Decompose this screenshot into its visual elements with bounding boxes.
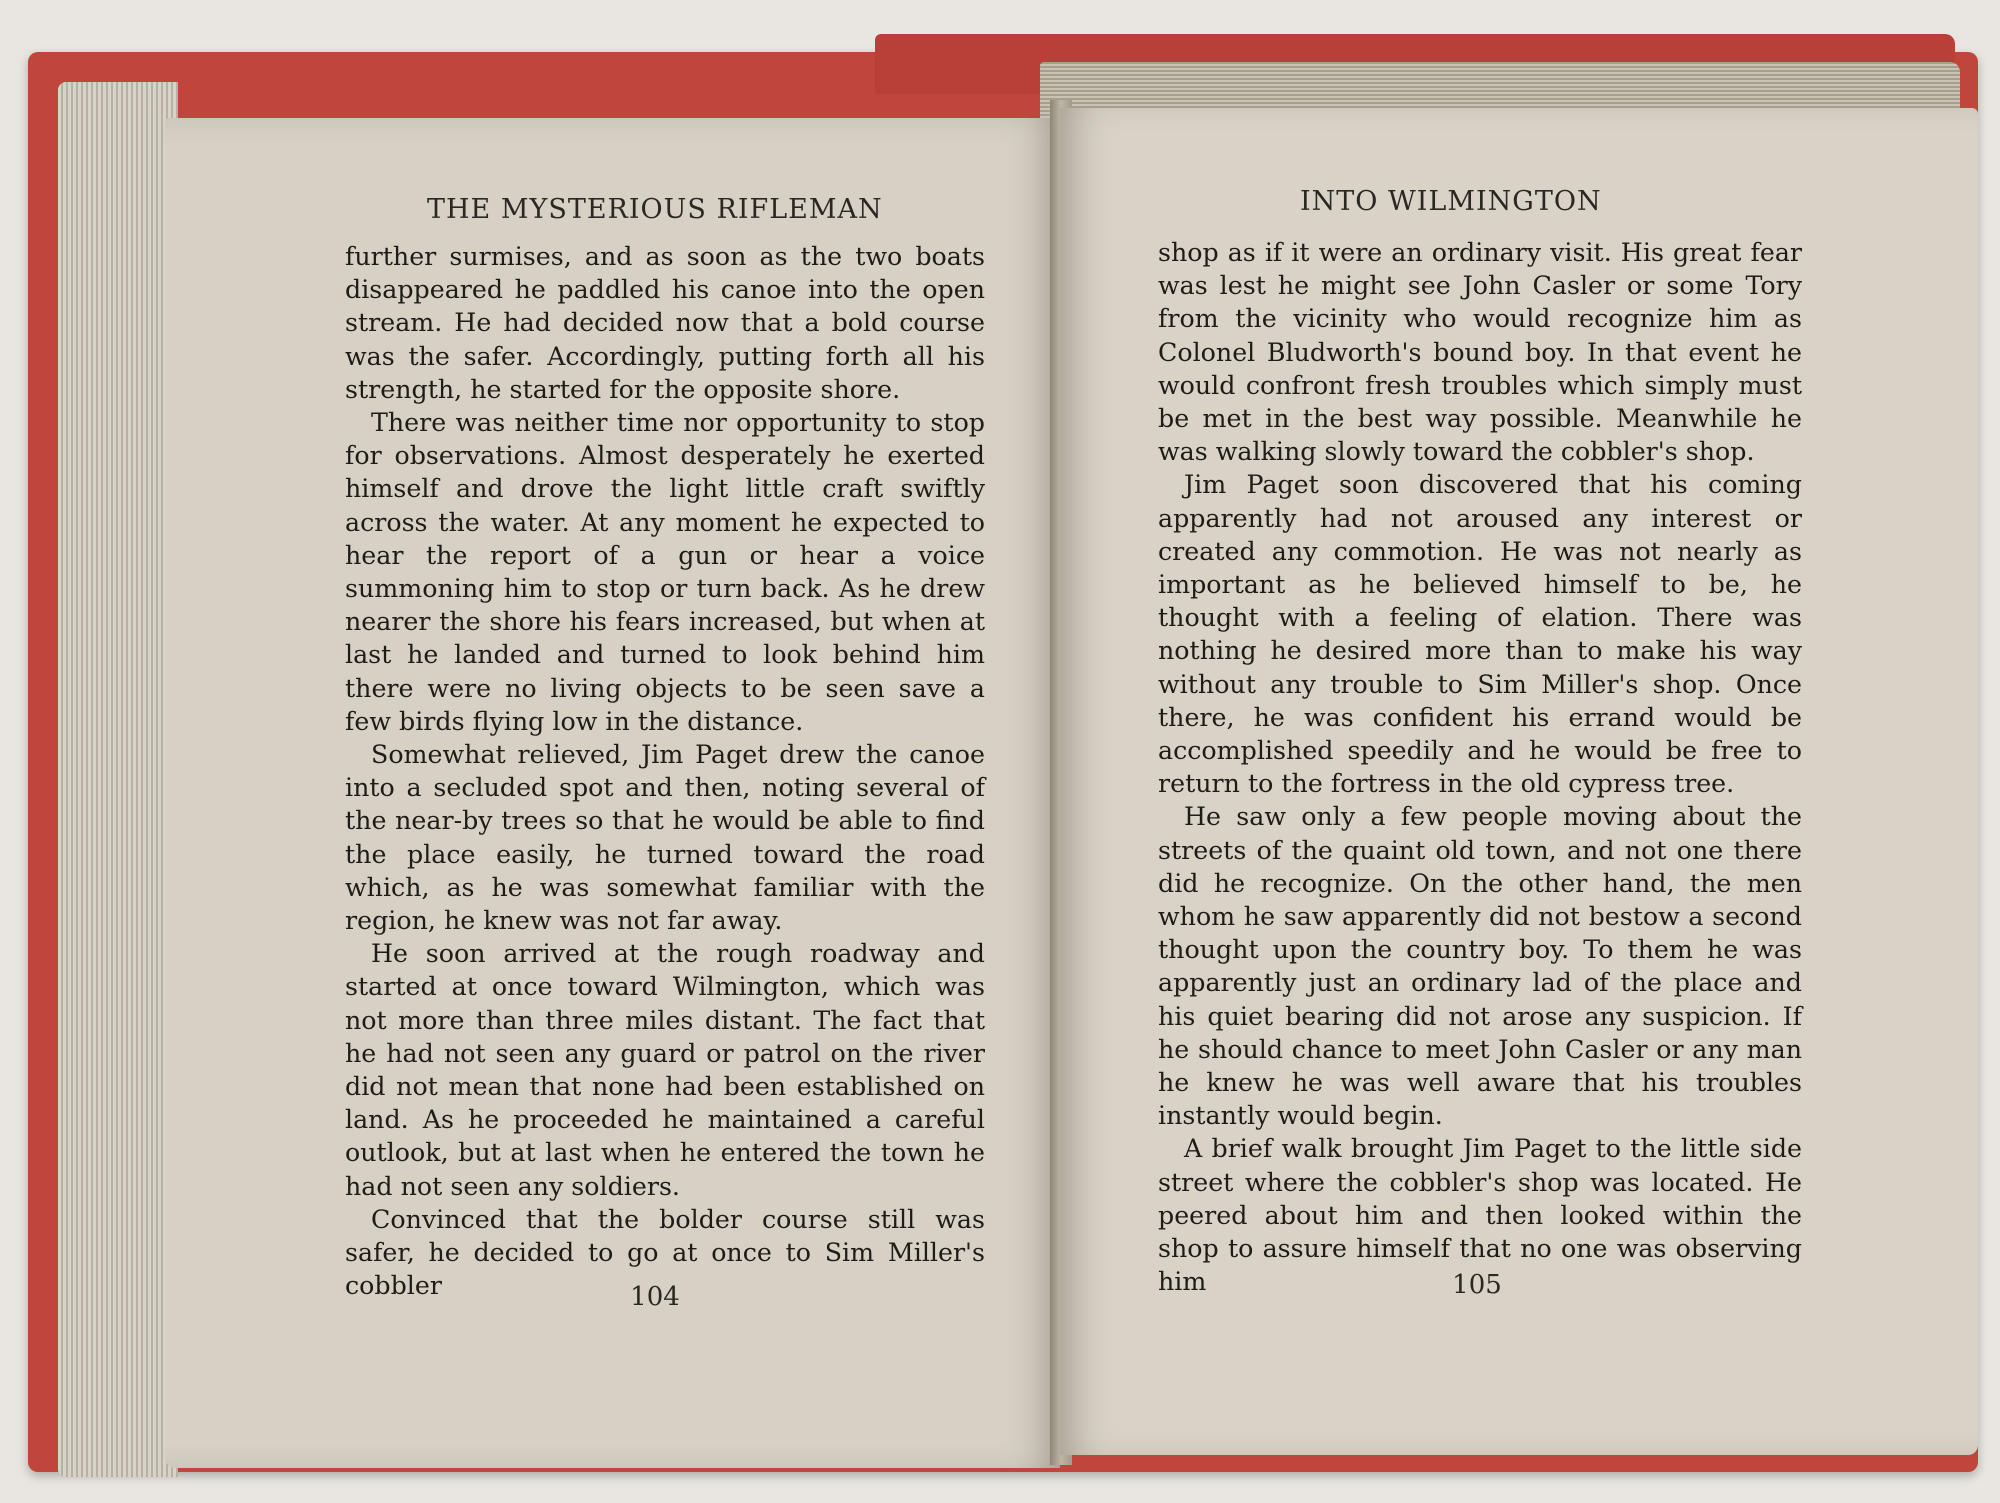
- paragraph: He saw only a few people moving about the streets of the quaint old town, and not one there did he recognize. On the other hand, the men whom he saw apparently did not bestow a second thought upon the country boy. To them he was apparently just an ordinary lad of the place and his quiet bearing did not arose any suspicion. If he should chance to meet John Casler or any man he knew he was well aware that his troubles instantly would begin.: [1158, 802, 1802, 1131]
- right-page-number: 105: [1452, 1270, 1502, 1300]
- paragraph: Jim Paget soon discovered that his coming apparently had not aroused any interest or created any commotion. He was not nearly as important as he believed himself to be, he thought with a feeling of elation. There was nothing he desired more than to make his way without any trouble to Sim Miller's shop. Once there, he was confident his errand would be accomplished speedily and he would be free to return to the fortress in the old cypress tree.: [1158, 470, 1802, 799]
- paragraph: shop as if it were an ordinary visit. His great fear was lest he might see John Casler or some Tory from the vicinity who would recognize him as Colonel Bludworth's bound boy. In that event he would confront fresh troubles which simply must be met in the best way possible. Meanwhile he was walking slowly toward the cobbler's shop.: [1158, 238, 1802, 467]
- right-page: [1060, 108, 1978, 1455]
- left-page-edges: [58, 82, 178, 1477]
- right-running-head: INTO WILMINGTON: [1300, 186, 1602, 217]
- left-running-head: THE MYSTERIOUS RIFLEMAN: [427, 194, 883, 225]
- left-page-number: 104: [630, 1282, 680, 1312]
- paragraph: A brief walk brought Jim Paget to the little side street where the cobbler's shop was located. He peered about him and then looked within the shop to assure himself that no one was observing him: [1158, 1134, 1802, 1297]
- paragraph: He soon arrived at the rough roadway and started at once toward Wilmington, which was not more than three miles distant. The fact that he had not seen any guard or patrol on the river did not mean that none had been established on land. As he proceeded he maintained a careful outlook, but at last when he entered the town he had not seen any soldiers.: [345, 939, 985, 1201]
- paragraph: Convinced that the bolder course still was safer, he decided to go at once to Sim Miller's cobbler: [345, 1204, 985, 1301]
- paragraph: Somewhat relieved, Jim Paget drew the canoe into a secluded spot and then, noting several of the near-by trees so that he would be able to find the place easily, he turned toward the road which, as he was somewhat familiar with the region, he knew was not far away.: [345, 740, 985, 936]
- right-page-text: [1158, 236, 1802, 1299]
- paragraph: There was neither time nor opportunity to stop for observations. Almost desperately he exerted himself and drove the light little craft swiftly across the water. At any moment he expected to hear the report of a gun or hear a voice summoning him to stop or turn back. As he drew nearer the shore his fears increased, but when at last he landed and turned to look behind him there were no living objects to be seen save a few birds flying low in the distance.: [345, 408, 985, 736]
- paragraph: further surmises, and as soon as the two boats disappeared he paddled his canoe into the open stream. He had decided now that a bold course was the safer. Accordingly, putting forth all his strength, he started for the opposite shore.: [345, 242, 985, 404]
- left-page-text: [345, 240, 985, 1303]
- left-page: [165, 118, 1060, 1468]
